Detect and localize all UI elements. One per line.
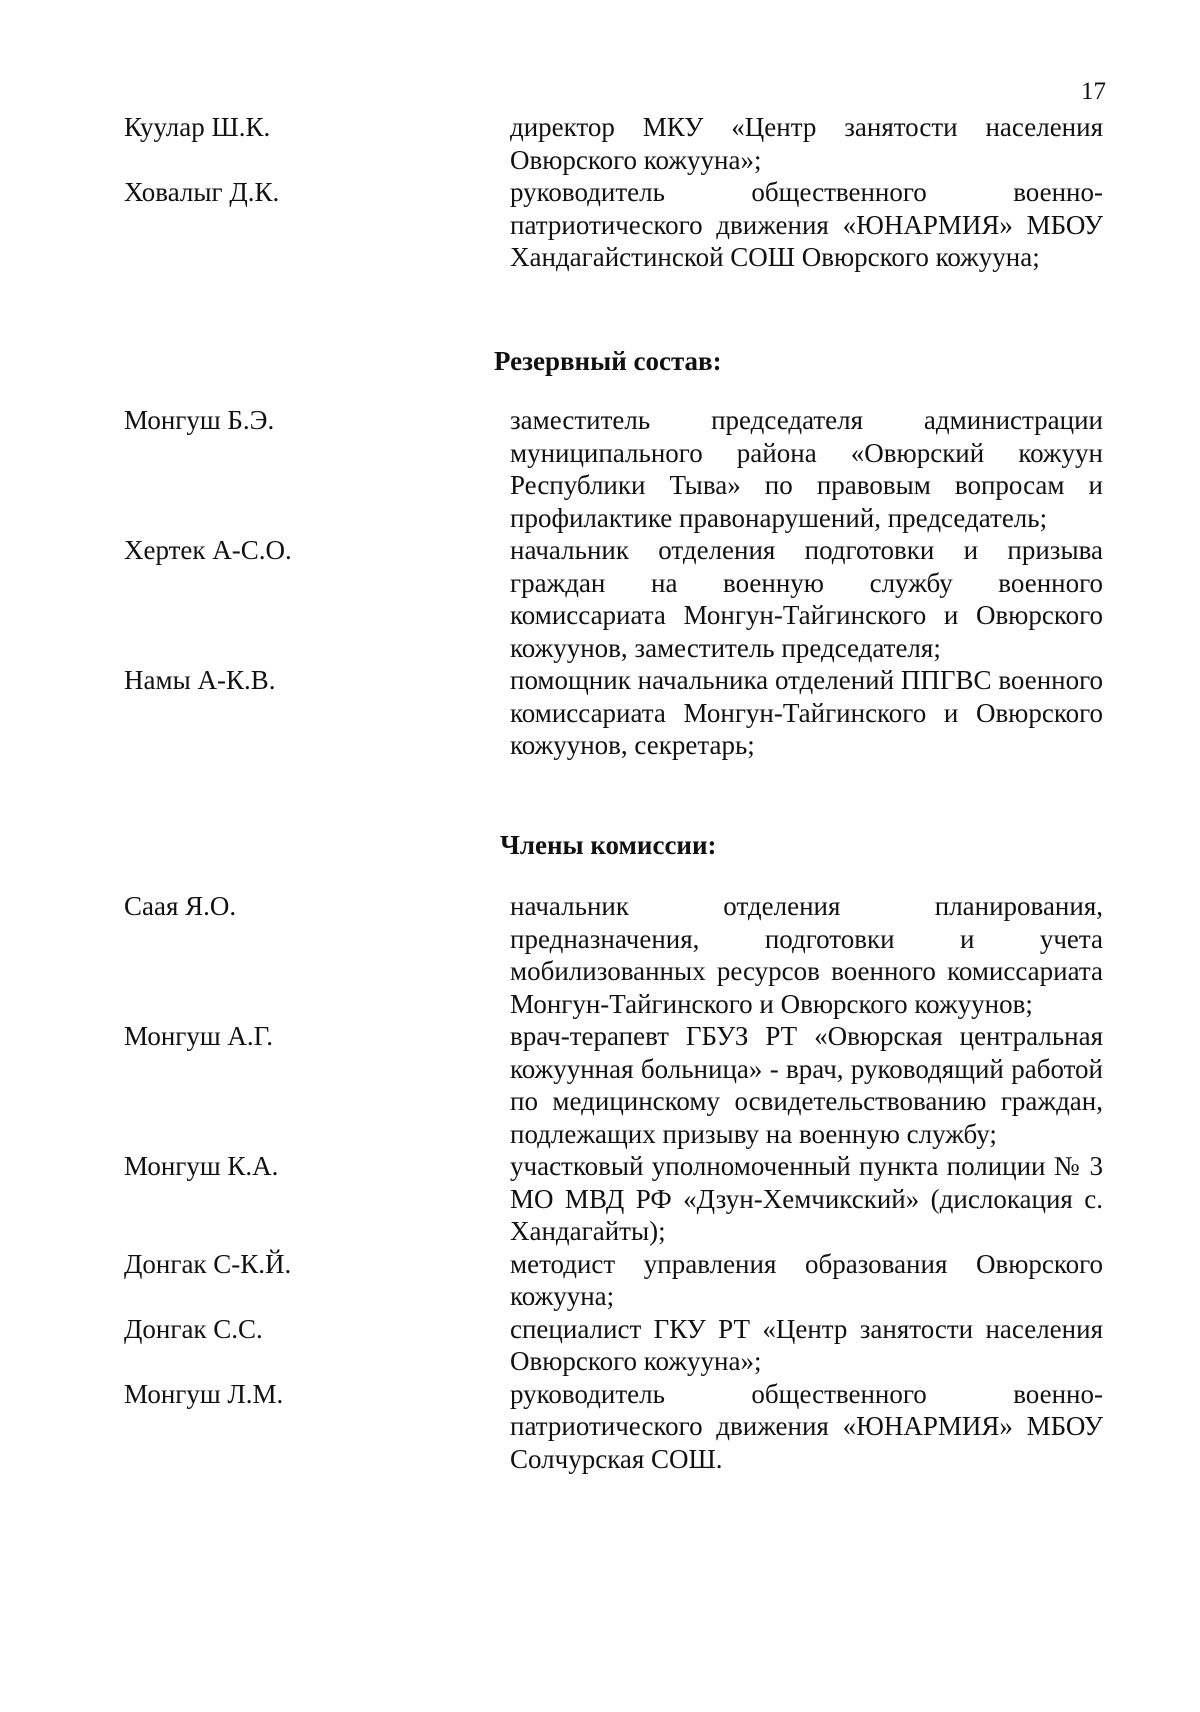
member-name: Намы А-К.В. xyxy=(124,665,276,695)
member-role: начальник отделения подготовки и призыва граждан на военную службу военного комиссариата Монгун-Тайгинского и Овюрского кожуунов, заместитель председателя; xyxy=(510,535,1103,663)
members-heading: Члены комиссии: xyxy=(500,830,717,860)
member-role: специалист ГКУ РТ «Центр занятости населения Овюрского кожууна»; xyxy=(510,1313,1103,1376)
list-item xyxy=(0,1378,1200,1476)
list-item xyxy=(0,890,1200,1020)
member-name: Монгуш Б.Э. xyxy=(124,405,275,435)
member-role: помощник начальника отделений ППГВС военного комиссариата Монгун-Тайгинского и Овюрского кожуунов, секретарь; xyxy=(510,665,1103,760)
reserve-list xyxy=(0,404,1200,762)
list-item xyxy=(0,111,1200,176)
list-item xyxy=(0,664,1200,762)
list-item xyxy=(0,534,1200,664)
member-name: Ховалыг Д.К. xyxy=(124,177,280,207)
list-item xyxy=(0,1150,1200,1248)
member-name: Монгуш К.А. xyxy=(124,1151,279,1181)
main-members-continued xyxy=(0,111,1200,274)
reserve-heading: Резервный состав: xyxy=(494,346,722,376)
member-role: руководитель общественного военно-патриотического движения «ЮНАРМИЯ» МБОУ Солчурская СОШ. xyxy=(510,1378,1103,1474)
member-role: заместитель председателя администрации муниципального района «Овюрский кожуун Республики Тыва» по правовым вопросам и профилактике правонарушений, председатель; xyxy=(510,405,1103,533)
list-item xyxy=(0,176,1200,274)
member-role: руководитель общественного военно-патриотического движения «ЮНАРМИЯ» МБОУ Хандагайстинской СОШ Овюрского кожууна; xyxy=(510,177,1103,272)
member-name: Саая Я.О. xyxy=(124,891,237,921)
member-role: методист управления образования Овюрского кожууна; xyxy=(510,1248,1103,1311)
list-item xyxy=(0,1313,1200,1378)
member-role: врач-терапевт ГБУЗ РТ «Овюрская центральная кожуунная больница» - врач, руководящий работой по медицинскому освидетельствованию граждан, подлежащих призыву на военную службу; xyxy=(510,1021,1103,1149)
list-item xyxy=(0,1020,1200,1150)
page-number: 17 xyxy=(1081,78,1106,105)
member-name: Куулар Ш.К. xyxy=(124,112,271,142)
member-role: директор МКУ «Центр занятости населения Овюрского кожууна»; xyxy=(510,112,1103,175)
list-item xyxy=(0,404,1200,534)
member-name: Донгак С.С. xyxy=(124,1313,263,1344)
members-list xyxy=(0,890,1200,1475)
member-name: Монгуш А.Г. xyxy=(124,1021,273,1051)
member-name: Хертек А-С.О. xyxy=(124,535,292,565)
list-item xyxy=(0,1248,1200,1313)
member-role: участковый уполномоченный пункта полиции № 3 МО МВД РФ «Дзун-Хемчикский» (дислокация с. Хандагайты); xyxy=(510,1151,1103,1246)
member-role: начальник отделения планирования, предназначения, подготовки и учета мобилизованных ресурсов военного комиссариата Монгун-Тайгинского и Овюрского кожуунов; xyxy=(510,891,1103,1019)
member-name: Монгуш Л.М. xyxy=(124,1378,284,1409)
member-name: Донгак С-К.Й. xyxy=(124,1248,292,1279)
